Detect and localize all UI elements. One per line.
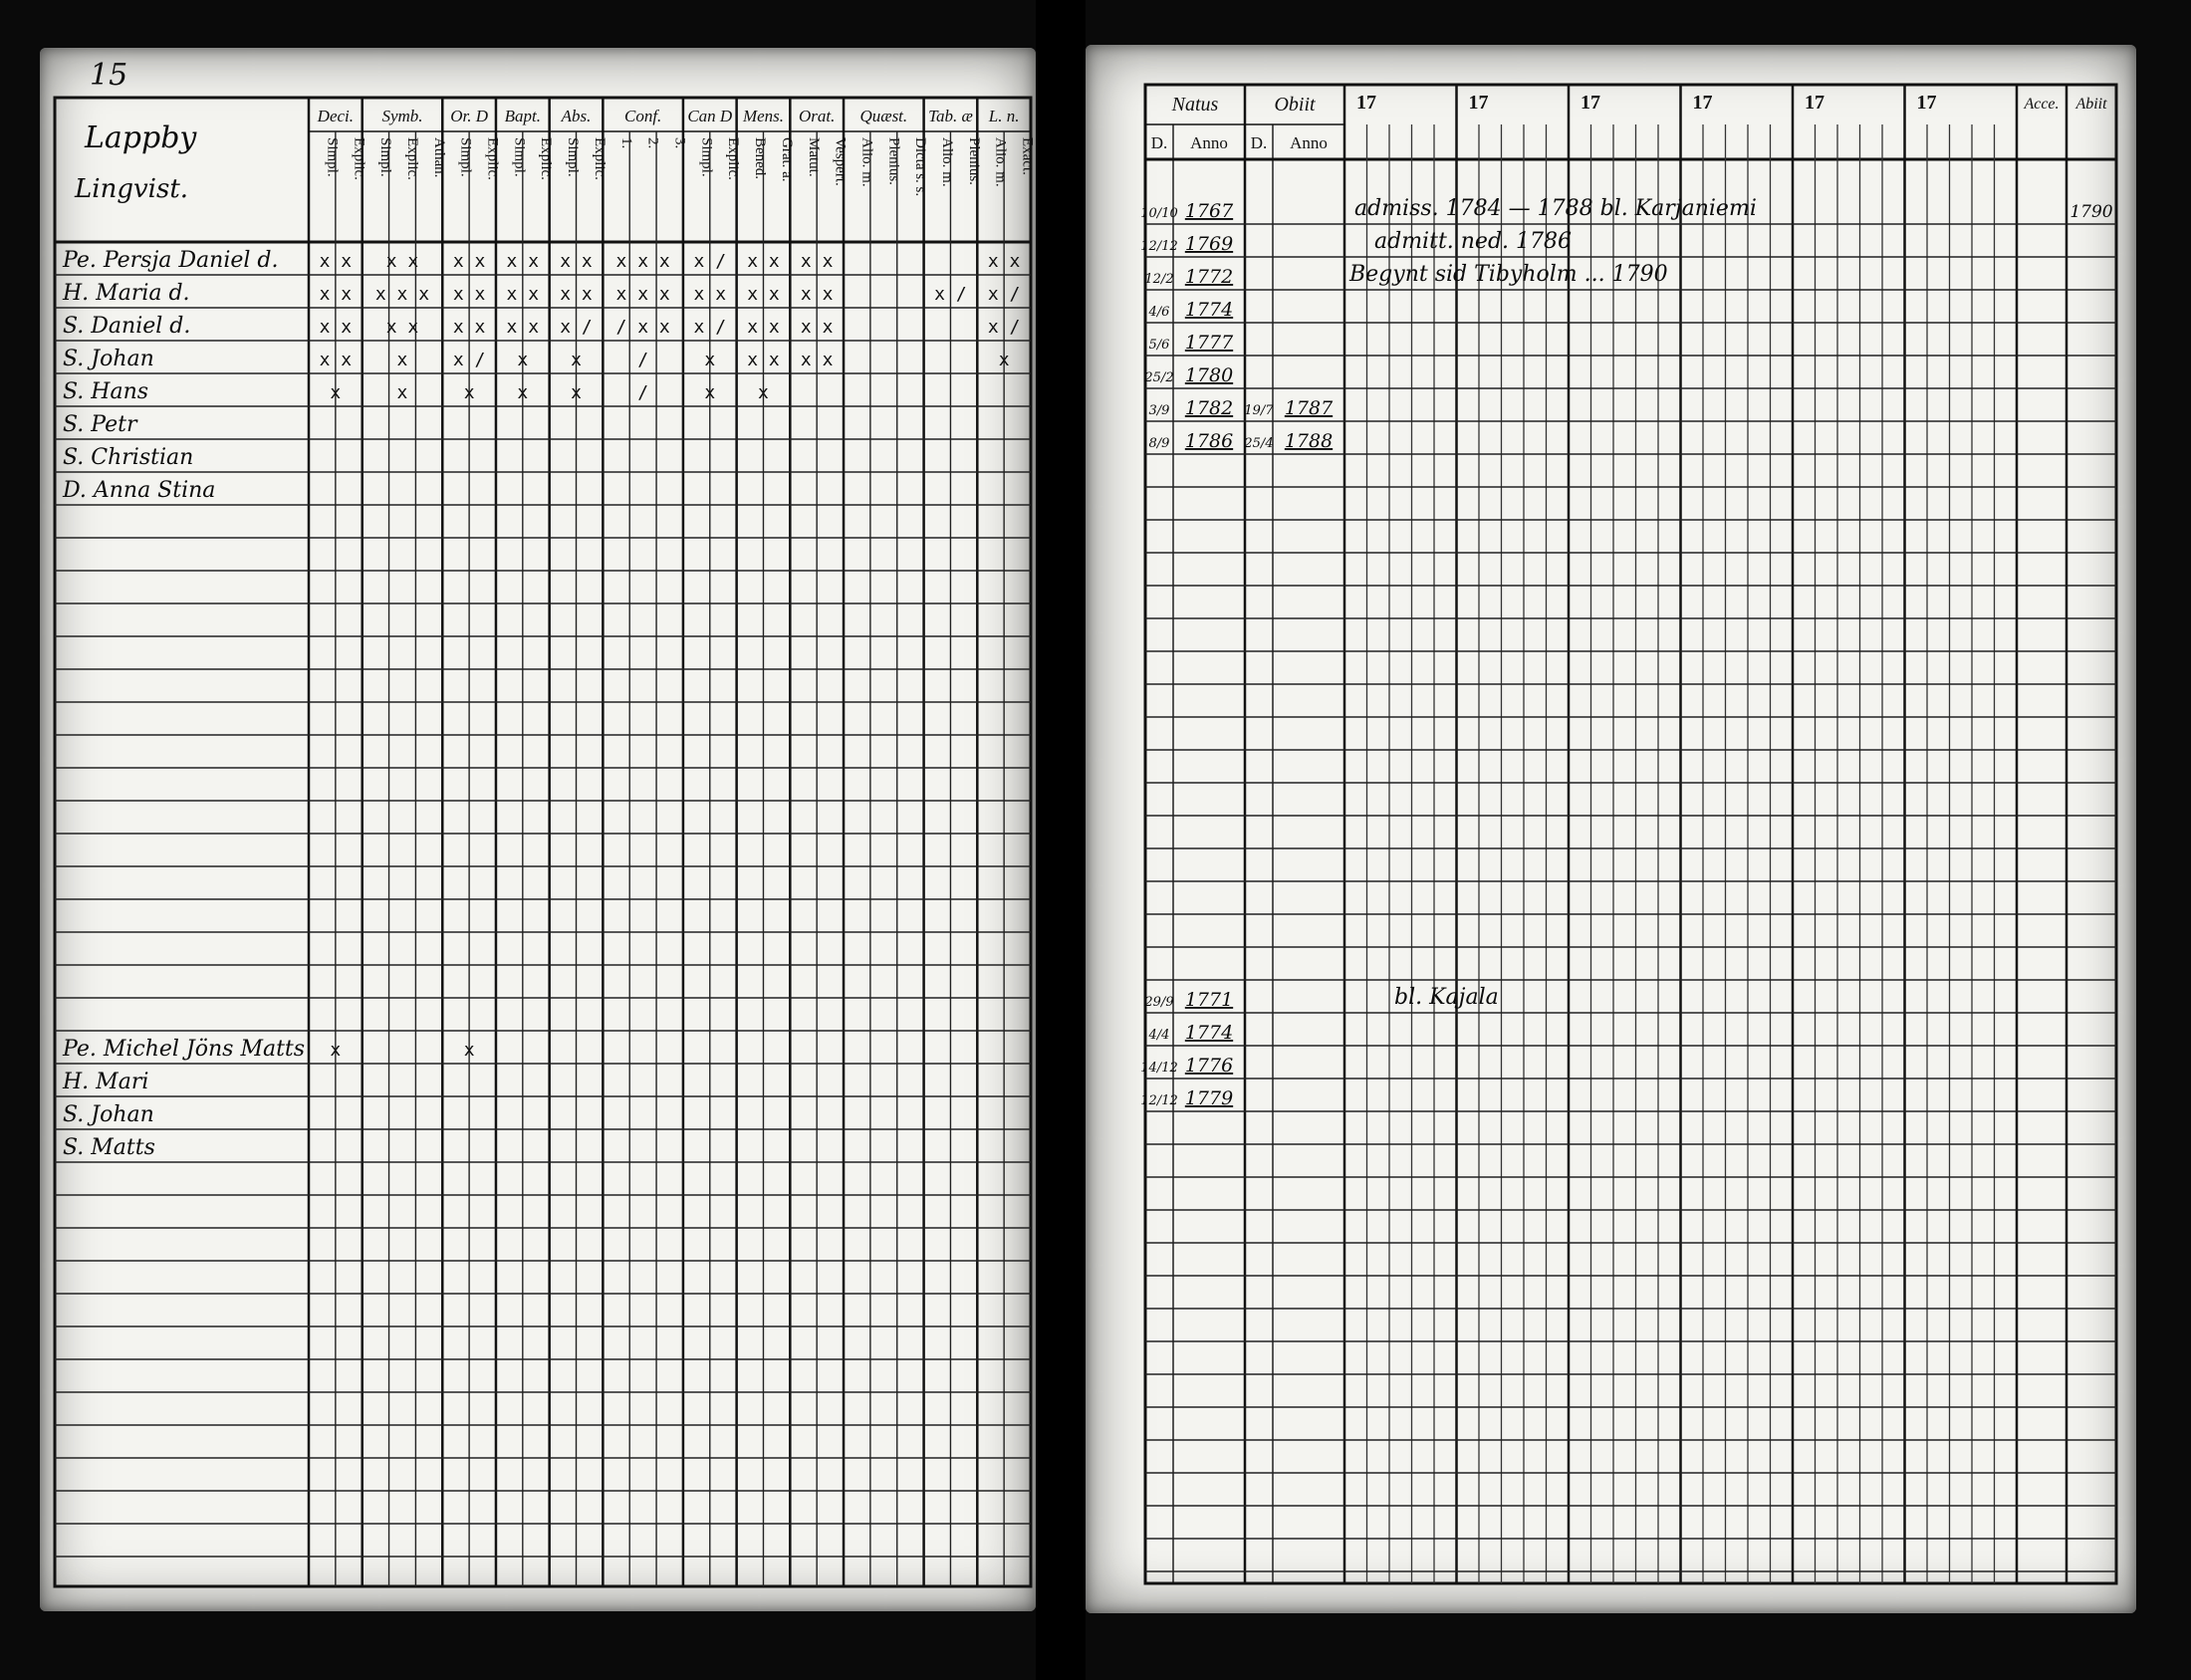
knowledge-mark: x [330,1040,342,1061]
knowledge-mark: x x [800,251,834,272]
birth-day: 8/9 [1148,436,1170,451]
knowledge-mark: x [517,350,529,370]
column-sub-title: Plenius. [965,137,982,185]
knowledge-mark: x / [693,251,727,272]
knowledge-mark: x [571,382,582,403]
birth-day: 3/9 [1148,403,1170,418]
left-ledger-grid [40,48,1036,1611]
birth-year: 1776 [1184,1055,1234,1077]
birth-year: 1771 [1184,989,1234,1011]
sub-heading: Lingvist. [75,174,189,204]
birth-year: 1782 [1184,397,1234,419]
birth-year: 1779 [1184,1087,1234,1109]
knowledge-mark: x / [693,317,727,338]
year-group-header: 17 [1692,92,1713,114]
birth-year: 1767 [1184,200,1234,222]
birth-day: 29/9 [1144,995,1174,1010]
knowledge-mark: x x [385,317,419,338]
column-sub-title: Vespert. [832,137,849,186]
birth-year: 1786 [1184,430,1234,452]
column-sub-title: 1. [617,137,634,149]
column-sub-title: Simpl. [698,137,715,177]
margin-note: admitt. ned. 1786 [1374,229,1573,254]
column-group-title: Can D [687,107,733,125]
year-group-header: 17 [1916,92,1937,114]
column-sub-title: Bened. [752,137,769,180]
obiit-day-header: D. [1250,133,1268,152]
left-register-page [40,48,1036,1611]
person-name: S. Daniel d. [63,314,191,339]
knowledge-mark: x [998,350,1010,370]
left-frame [55,98,1031,1586]
person-name: H. Maria d. [63,281,190,306]
knowledge-mark: x x [506,284,540,305]
margin-note: admiss. 1784 — 1788 bl. Karjaniemi [1354,196,1757,221]
birth-day: 14/12 [1140,1061,1178,1076]
column-group-title: Quæst. [859,107,908,125]
natus-year-header: Anno [1190,133,1228,152]
death-day: 25/4 [1244,436,1274,451]
knowledge-mark: x x [319,284,353,305]
knowledge-mark: x x [747,317,780,338]
knowledge-mark: x x [747,350,780,370]
natus-day-header: D. [1150,133,1168,152]
column-sub-title: Plenius. [885,137,902,185]
knowledge-mark: / x x [615,317,670,338]
knowledge-mark: x x [506,251,540,272]
birth-day: 25/2 [1144,370,1174,385]
person-name: S. Petr [63,412,137,437]
birth-day: 5/6 [1148,338,1170,353]
column-sub-title: Athan. [430,137,447,178]
birth-day: 4/4 [1148,1028,1170,1043]
person-name: S. Johan [63,1102,154,1127]
knowledge-mark: x x [693,284,727,305]
accessit-header: Acce. [2024,96,2060,113]
column-group-title: Conf. [623,107,662,125]
year-group-header: 17 [1581,92,1600,114]
column-sub-title: Explic. [351,137,367,180]
birth-year: 1769 [1184,233,1234,255]
natus-header: Natus [1171,94,1219,116]
column-sub-title: Matut. [805,137,822,177]
knowledge-mark: x / [987,317,1021,338]
column-group-title: Deci. [317,107,355,125]
person-name: S. Johan [63,347,154,371]
knowledge-mark: x / [452,350,486,370]
knowledge-mark: x x x [374,284,430,305]
knowledge-mark: x x [385,251,419,272]
knowledge-mark: x [517,382,529,403]
knowledge-mark: x x [560,284,593,305]
person-name: Pe. Michel Jöns Matts [63,1037,306,1062]
knowledge-mark: x [704,350,716,370]
column-group-title: L. n. [988,107,1020,125]
birth-day: 12/2 [1144,272,1174,287]
column-group-title: Mens. [742,107,785,125]
knowledge-mark: / [637,350,649,370]
knowledge-mark: x / [987,284,1021,305]
death-year: 1788 [1284,430,1334,452]
knowledge-mark: x x [560,251,593,272]
birth-day: 10/10 [1140,206,1178,221]
person-name: S. Matts [63,1135,155,1160]
obiit-header: Obiit [1274,94,1316,116]
death-day: 19/7 [1244,403,1274,418]
column-sub-title: Alio. m. [939,137,956,187]
knowledge-mark: x [571,350,582,370]
column-sub-title: Alio. m. [858,137,875,187]
knowledge-mark: x [396,382,408,403]
column-sub-title: 2. [644,137,661,149]
column-sub-title: Explic. [725,137,742,180]
knowledge-mark: x x [452,284,486,305]
column-sub-title: Explic. [484,137,501,180]
knowledge-mark: x [396,350,408,370]
year-group-header: 17 [1805,92,1825,114]
margin-note: bl. Kajala [1394,985,1499,1010]
knowledge-mark: x x [319,251,353,272]
column-group-title: Or. D [450,107,489,125]
column-sub-title: Alio. m. [992,137,1009,187]
abiit-mark: 1790 [2069,202,2113,222]
year-group-header: 17 [1468,92,1489,114]
column-sub-title: Dicta s. s. [912,137,929,197]
knowledge-mark: x x [800,350,834,370]
person-name: S. Hans [63,379,149,404]
column-sub-title: Simpl. [511,137,528,177]
column-group-title: Bapt. [504,107,541,125]
column-sub-title: Grat. a. [778,137,795,182]
column-sub-title: Explic. [403,137,420,180]
abiit-header: Abiit [2075,96,2107,113]
knowledge-mark: x x [800,284,834,305]
person-name: Pe. Persja Daniel d. [63,248,279,273]
knowledge-mark: x x [452,251,486,272]
page-number: 15 [90,58,128,93]
birth-day: 12/12 [1140,1093,1178,1108]
column-sub-title: Simpl. [565,137,582,177]
column-sub-title: Simpl. [377,137,394,177]
column-group-title: Symb. [381,107,423,125]
birth-year: 1774 [1184,299,1234,321]
column-sub-title: Explic. [591,137,608,180]
knowledge-mark: x [463,1040,475,1061]
knowledge-mark: x / [934,284,967,305]
knowledge-mark: x x [506,317,540,338]
knowledge-mark: x x x [615,251,670,272]
knowledge-mark: x [758,382,769,403]
person-name: H. Mari [63,1070,149,1094]
knowledge-mark: / [637,382,649,403]
right-ledger-grid [1086,45,2136,1613]
knowledge-mark: x x [452,317,486,338]
knowledge-mark: x x [747,251,780,272]
birth-year: 1774 [1184,1022,1234,1044]
person-name: D. Anna Stina [63,478,216,503]
column-group-title: Tab. æ [928,107,973,125]
column-group-title: Abs. [561,107,592,125]
knowledge-mark: x / [560,317,593,338]
person-name: S. Christian [63,445,194,470]
margin-note: Begynt sid Tibyholm ... 1790 [1349,262,1668,287]
knowledge-mark: x x [747,284,780,305]
knowledge-mark: x [330,382,342,403]
book-spine [1036,0,1086,1680]
knowledge-mark: x x [987,251,1021,272]
column-sub-title: Simpl. [324,137,341,177]
column-sub-title: Explic. [538,137,555,180]
birth-day: 12/12 [1140,239,1178,254]
column-sub-title: Exact. [1019,137,1036,175]
knowledge-mark: x x [319,317,353,338]
death-year: 1787 [1284,397,1334,419]
knowledge-mark: x x x [615,284,670,305]
birth-year: 1772 [1184,266,1234,288]
knowledge-mark: x [463,382,475,403]
obiit-year-header: Anno [1290,133,1328,152]
village-name: Lappby [85,120,197,155]
birth-year: 1780 [1184,364,1234,386]
knowledge-mark: x x [319,350,353,370]
knowledge-mark: x x [800,317,834,338]
column-group-title: Orat. [798,107,836,125]
column-sub-title: 3. [671,137,688,149]
birth-day: 4/6 [1148,305,1170,320]
column-sub-title: Simpl. [457,137,474,177]
birth-year: 1777 [1184,332,1234,354]
right-register-page [1086,45,2136,1613]
right-frame [1145,85,2116,1583]
knowledge-mark: x [704,382,716,403]
year-group-header: 17 [1356,92,1376,114]
